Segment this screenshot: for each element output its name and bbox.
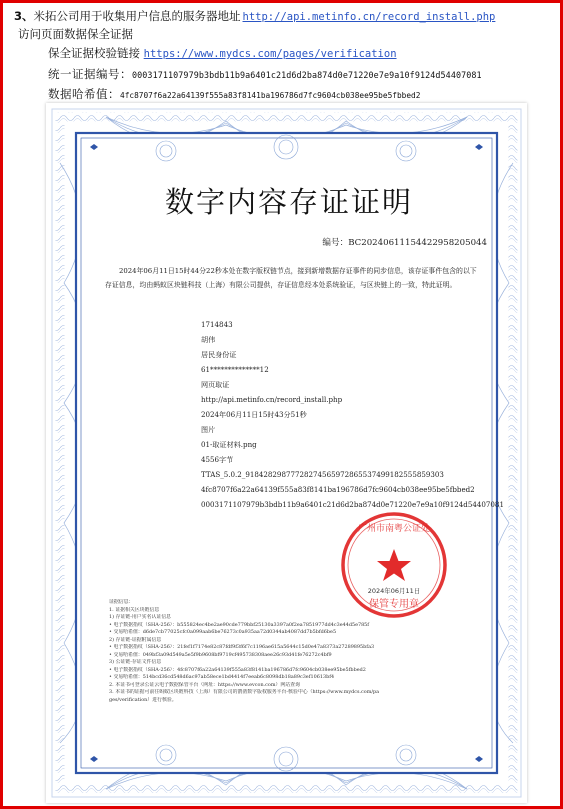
field-value: 4fc8707f6a22a64139f555a83f8141ba196786d7fc9604cb038ee95be5fbbed2 [201, 485, 475, 494]
field-value: 61**************12 [201, 365, 269, 374]
note-line: • 电子数据指纹（SHA-256）：b555824ec4be2ae90cde779bbf25130a3397a0f2ea7851977dd4c3e44d5e785f [109, 621, 370, 628]
field-value: 居民身份证 [201, 350, 237, 359]
section-heading [14, 8, 495, 24]
note-line: • 交易哈希值：514bcd36cd548d6ac97ab58ece1bd4414f7eeab6c8098db18a89c3ef10613bf4 [109, 674, 335, 680]
certificate-paragraph: 2024年06月11日15时44分22秒本处在数字版权链节点，接到新增数据存证事件的同步信息，该存证事件包含的以下存证信息，均由蚂蚁区块链科技（上海）有限公司提供，存证信息经本处系统验证，与区块链上的一致，特此证明。 [105, 267, 477, 289]
unified-id-label: 统一证据编号： [48, 67, 132, 81]
field-value: 4556字节 [201, 455, 234, 464]
note-line: • 交易哈希值：049bf3a09d549a5e5f9b9608bf9719cf495738308aee26c93d41fe76272c4bf9 [109, 651, 332, 658]
note-line: 3. 本证书的证据可前往蚂蚁区块链科技（上海）有限公司的鹊凿数字版权服务平台-核验中心（https://www.mydcs.com/pa [109, 689, 380, 695]
field-value: 2024年06月11日15时43分51秒 [201, 410, 307, 419]
data-hash-row [48, 86, 420, 102]
verify-link[interactable]: https://www.mydcs.com/pages/verification [143, 48, 397, 60]
unified-id-value: 0003171107979b3bdb11b9a6401c21d6d2ba874d0e71220e7e9a10f9124d54407081 [132, 70, 482, 80]
verify-label: 保全证据校验链接 [48, 46, 140, 60]
note-line: • 电子数据指纹（SHA-256）：21fef1f7174e82c87fdf9f3f6f7c1196ae615a5644c15d0e47a8373a27289895bfa3 [109, 644, 375, 650]
field-value: TTAS_5.0.2_9184282987772827456597286553749918255585930З [201, 470, 444, 479]
note-line: 2) 存证链-证据附属信息 [109, 636, 162, 643]
seal-date: 2024年06月11日 [367, 587, 421, 595]
certificate-number: 编号：BC20240611154422958205044 [322, 238, 487, 248]
field-value: 图片 [201, 425, 216, 434]
unified-id-row [48, 66, 482, 82]
data-hash-label: 数据哈希值： [48, 87, 120, 101]
field-value: 胡伟 [201, 335, 216, 344]
note-line: • 电子数据指纹（SHA-256）：4fc8707f6a22a64139f555a83f8141ba196786d7fc9604cb038ee95be5fbbed2 [109, 666, 366, 673]
field-value: 1714843 [201, 320, 233, 329]
data-hash-value: 4fc8707f6a22a64139f555a83f8141ba196786d7fc9604cb038ee95be5fbbed2 [120, 91, 421, 100]
server-url-link[interactable]: http://api.metinfo.cn/record_install.php [242, 11, 496, 23]
note-line: 1. 证据相关区块链信息 [109, 606, 160, 613]
seal-bottom-text: 保管专用章 [369, 599, 419, 610]
note-line: 3) 公证链-存证文件信息 [109, 659, 162, 665]
field-value: 网页取证 [201, 380, 230, 389]
note-line: 证据信息： [109, 599, 134, 605]
section-number: 3、 [14, 9, 34, 23]
field-value: 0003171107979b3bdb11b9a6401c21d6d2ba874d0e71220e7e9a10f9124d54407081 [201, 500, 504, 509]
seal-top-text: 广州市南粤公证处 [357, 524, 431, 534]
certificate-title: 数字内容存证证明 [164, 185, 413, 219]
verify-row [48, 45, 397, 61]
certificate-notes [109, 599, 489, 704]
note-line: ges/verification）进行核验。 [109, 696, 177, 703]
note-line: • 交易哈希值：d6de7cb77025cfc0a099aab6be76273c0a935aa72d0344ab4087dd7b5bfd6be5 [109, 629, 337, 635]
section-heading-text: 米拓公司用于收集用户信息的服务器地址 [33, 9, 241, 23]
note-line: 2. 本证书可登录公证云电子数据保管平台（网址：https://www.evcon.com）网站查询 [109, 681, 300, 688]
field-value: http://api.metinfo.cn/record_install.php [201, 395, 343, 404]
certificate-content [79, 134, 504, 794]
subheading: 访问页面数据保全证据 [18, 27, 133, 41]
field-value: 01-取证材料.png [201, 440, 257, 449]
note-line: 1) 存证链-用户实名认证信息 [109, 614, 172, 620]
